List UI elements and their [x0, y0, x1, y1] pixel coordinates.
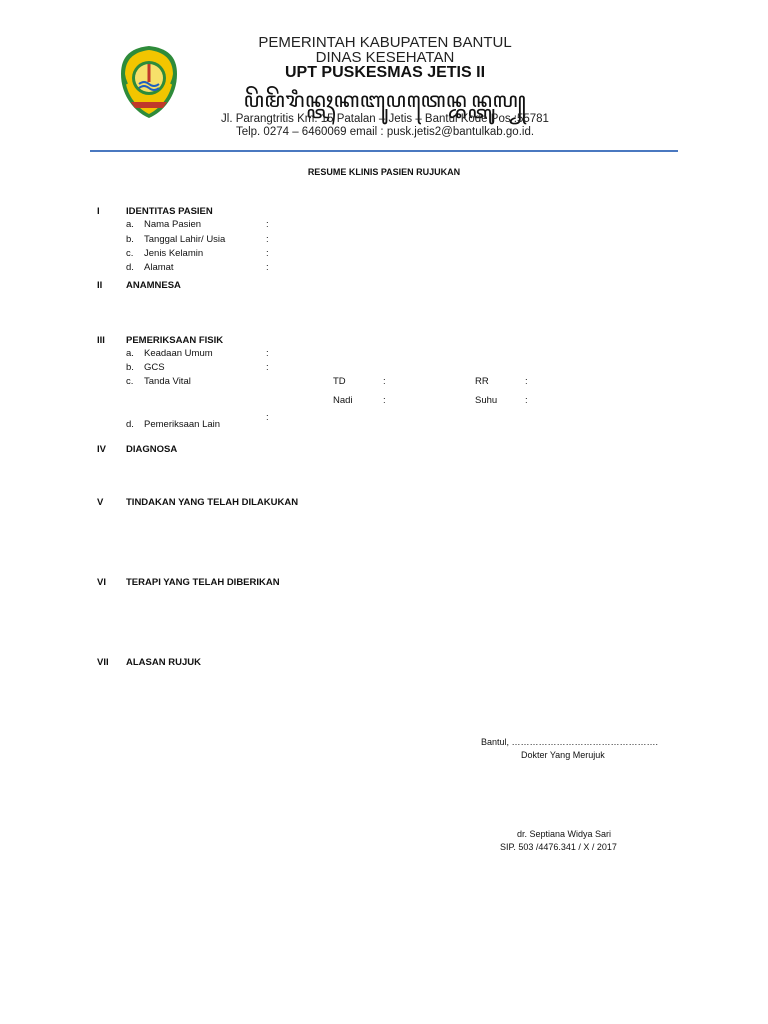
item-letter: a.: [126, 348, 134, 359]
field-label-alamat: Alamat: [144, 262, 174, 273]
section-title-diagnosa: DIAGNOSA: [126, 444, 178, 455]
field-colon: :: [525, 376, 528, 387]
field-label-pemeriksaan-lain: Pemeriksaan Lain: [144, 419, 221, 430]
item-letter: a.: [126, 219, 134, 230]
vital-label-suhu: Suhu: [475, 395, 498, 406]
field-colon: :: [383, 376, 386, 387]
section-number-5: V: [97, 497, 104, 508]
vital-label-td: TD: [333, 376, 346, 387]
field-label-gcs: GCS: [144, 362, 165, 373]
department-name: DINAS KESEHATAN: [315, 49, 455, 66]
item-letter: b.: [126, 234, 134, 245]
section-title-identitas: IDENTITAS PASIEN: [126, 206, 213, 217]
header-divider: [90, 150, 678, 152]
item-letter: d.: [126, 262, 134, 273]
field-colon: :: [266, 362, 269, 373]
signature-role: Dokter Yang Merujuk: [521, 750, 605, 760]
section-title-tindakan: TINDAKAN YANG TELAH DILAKUKAN: [126, 497, 299, 508]
section-title-terapi: TERAPI YANG TELAH DIBERIKAN: [126, 577, 280, 588]
regency-emblem-logo: [117, 44, 181, 120]
field-label-tanggal-lahir: Tanggal Lahir/ Usia: [144, 234, 226, 245]
field-label-keadaan-umum: Keadaan Umum: [144, 348, 213, 359]
vital-label-rr: RR: [475, 376, 489, 387]
government-name: PEMERINTAH KABUPATEN BANTUL: [258, 34, 512, 51]
section-number-6: VI: [97, 577, 106, 588]
section-number-1: I: [97, 206, 100, 217]
item-letter: c.: [126, 376, 134, 387]
vital-label-nadi: Nadi: [333, 395, 353, 406]
field-colon: :: [266, 262, 269, 273]
field-colon: :: [266, 412, 269, 423]
field-colon: :: [266, 348, 269, 359]
section-title-pemeriksaan-fisik: PEMERIKSAAN FISIK: [126, 335, 224, 346]
item-letter: d.: [126, 419, 134, 430]
signature-place-date: Bantul, ………………………………………….: [481, 737, 659, 747]
javanese-script-line: ꦥꦼꦩꦼꦫꦶꦤ꧀ꦠꦃꦏꦧꦸꦥꦠꦺꦤ꧀ꦧꦤ꧀ꦠꦸꦭ꧀: [243, 88, 527, 112]
section-number-3: III: [97, 335, 105, 346]
field-colon: :: [266, 248, 269, 259]
field-label-tanda-vital: Tanda Vital: [144, 376, 191, 387]
field-label-jenis-kelamin: Jenis Kelamin: [144, 248, 204, 259]
item-letter: c.: [126, 248, 134, 259]
item-letter: b.: [126, 362, 134, 373]
contact-line: Telp. 0274 – 6460069 email : pusk.jetis2@bantulkab.go.id.: [235, 126, 535, 138]
section-number-2: II: [97, 280, 103, 291]
section-number-4: IV: [97, 444, 106, 455]
section-title-anamnesa: ANAMNESA: [126, 280, 181, 291]
field-label-nama-pasien: Nama Pasien: [144, 219, 202, 230]
institution-name: UPT PUSKESMAS JETIS II: [284, 64, 486, 81]
section-title-alasan-rujuk: ALASAN RUJUK: [126, 657, 201, 668]
doctor-sip-number: SIP. 503 /4476.341 / X / 2017: [500, 842, 617, 852]
field-colon: :: [266, 234, 269, 245]
field-colon: :: [266, 219, 269, 230]
doctor-name: dr. Septiana Widya Sari: [517, 829, 612, 839]
document-title: RESUME KLINIS PASIEN RUJUKAN: [307, 167, 461, 177]
address-line: Jl. Parangtritis Km. 15 Patalan – Jetis – Bantul Kode Pos :55781: [221, 113, 549, 125]
field-colon: :: [383, 395, 386, 406]
section-number-7: VII: [97, 657, 109, 668]
field-colon: :: [525, 395, 528, 406]
